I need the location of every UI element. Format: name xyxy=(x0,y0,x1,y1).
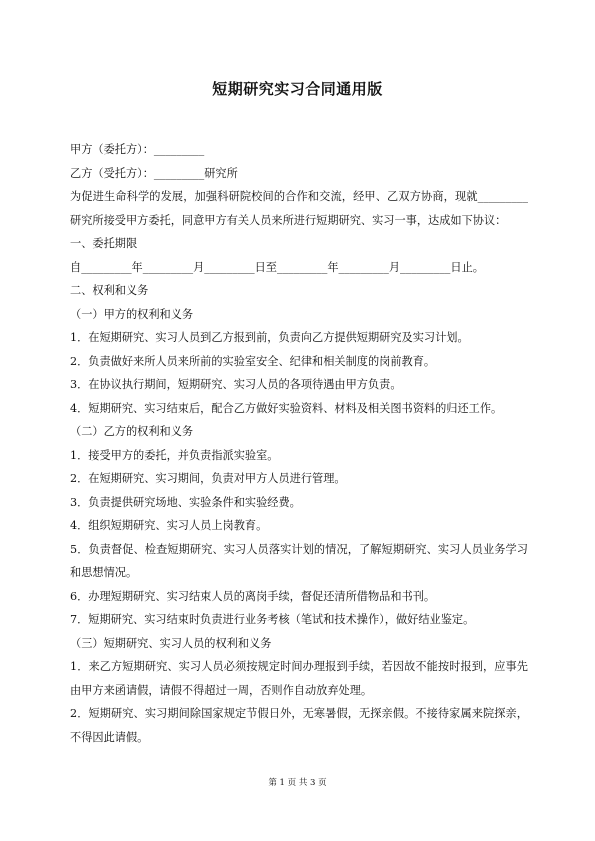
party-a-item-3: 3．在协议执行期间，短期研究、实习人员的各项待遇由甲方负责。 xyxy=(70,378,402,391)
party-b-line: 乙方（受托方）：_________研究所 xyxy=(70,166,238,180)
page-footer: 第 1 页 共 3 页 xyxy=(268,778,327,788)
party-b-item-4: 4．组织短期研究、实习人员上岗教育。 xyxy=(70,519,268,532)
party-b-item-1: 1．接受甲方的委托，并负责指派实验室。 xyxy=(70,448,279,462)
party-a-item-4: 4．短期研究、实习结束后，配合乙方做好实验资料、材料及相关图书资料的归还工作。 xyxy=(70,401,503,415)
party-b-item-2: 2．在短期研究、实习期间，负责对甲方人员进行管理。 xyxy=(70,472,346,485)
interns-item-1: 1．来乙方短期研究、实习人员必须按规定时间办理报到手续，若因故不能按时报到，应事先由甲方来函请假，请假不得超过一周，否则作自动放弃处理。 xyxy=(70,660,528,697)
party-a-line: 甲方（委托方）：_________ xyxy=(70,143,205,156)
party-a-item-2: 2．负责做好来所人员来所前的实验室安全、纪律和相关制度的岗前教育。 xyxy=(70,354,436,368)
party-b-item-3: 3．负责提供研究场地、实验条件和实验经费。 xyxy=(70,495,301,509)
subsection-heading-party-a: （一）甲方的权利和义务 xyxy=(70,307,194,321)
party-b-item-6: 6．办理短期研究、实习结束人员的离岗手续，督促还清所借物品和书刊。 xyxy=(70,589,436,603)
term-dates-line: 自_________年_________月_________日至_________年_________月_________日止。 xyxy=(70,260,484,274)
party-b-item-7: 7．短期研究、实习结束时负责进行业务考核（笔试和技术操作），做好结业鉴定。 xyxy=(70,613,475,626)
section-heading-term: 一、委托期限 xyxy=(70,237,138,250)
subsection-heading-party-b: （二）乙方的权利和义务 xyxy=(70,425,194,438)
section-heading-rights: 二、权利和义务 xyxy=(70,284,149,297)
party-b-item-5: 5．负责督促、检查短期研究、实习人员落实计划的情况，了解短期研究、实习人员业务学习和思想情况。 xyxy=(70,542,528,579)
document-title: 短期研究实习合同通用版 xyxy=(212,80,383,98)
party-a-item-1: 1．在短期研究、实习人员到乙方报到前，负责向乙方提供短期研究及实习计划。 xyxy=(70,331,469,344)
interns-item-2: 2．短期研究、实习期间除国家规定节假日外，无寒暑假，无探亲假。不接待家属来院探亲，不得因此请假。 xyxy=(70,707,528,744)
document-body xyxy=(70,138,528,749)
subsection-heading-interns: （三）短期研究、实习人员的权利和义务 xyxy=(70,636,272,650)
preamble-paragraph: 为促进生命科学的发展，加强科研院校间的合作和交流，经甲、乙双方协商，现就_________研究所接受甲方委托，同意甲方有关人员来所进行短期研究、实习一事，达成如下协议： xyxy=(70,190,528,227)
